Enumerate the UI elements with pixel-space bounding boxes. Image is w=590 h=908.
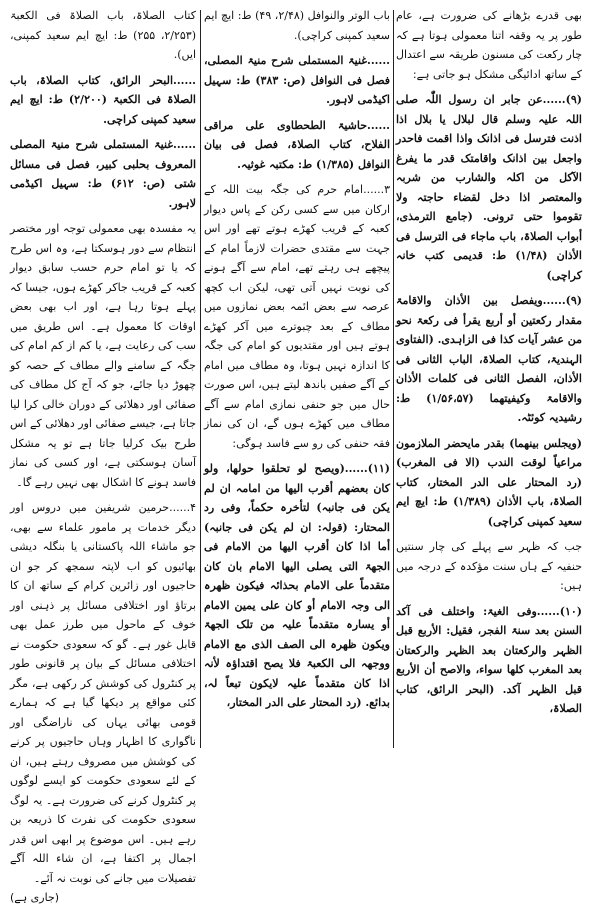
column-divider [393, 10, 394, 748]
hadith-citation: (۹)......عن جابر ان رسول اللّٰہ صلی اللہ علیہ وسلم قال لبلال یا بلال اذا اذنت فترسل فی اذانک واذا اقمت فاحدر واجعل بین اذانک واقامتک قدر ما یفرغ الآکل من اکلہ والشارب من شربہ والمعتصر اذا دخل لقضاء حاجتہ ولا تقوموا حتی ترونی. (جامع الترمذی، أبواب الصلاۃ، باب ماجاء فی الترسل فی الأذان (۱/۴۸) ط: قدیمی کتب خانہ کراچی) [396, 93, 582, 282]
fiqh-citation: ......البحر الرائق، کتاب الصلاۃ، باب الصلاۃ فی الکعبۃ (۲/۲۰۰) ط: ایچ ایم سعید کمپنی کراچی. [10, 73, 196, 126]
continued-note: (جاری ہے) [10, 891, 60, 904]
fiqh-citation: (۹)......ویفصل بین الأذان والاقامۃ مقدار رکعتین أو أربع یقرأ فی رکعۃ نحو من عشر آیات کذا فی الزاہدی. (الفتاوی الہندیۃ، کتاب الصلاۃ، الباب الثانی فی الأذان، الفصل الثانی فی کلمات الأذان والاقامۃ وکیفیتھما (۱/۵۶،۵۷) ط: رشیدیہ کوئٹہ. [396, 294, 582, 424]
paragraph: یہ مفسدہ بھی معمولی توجہ اور مختصر انتظام سے دور ہوسکتا ہے، وہ اس طرح کہ یا تو امام حرم حسب سابق دیوار کعبہ کے قریب جاکر کھڑے ہوں، جیسا کہ پہلے ہوتا رہا ہے، اور اب بھی بعض اوقات کا معمول ہے۔ اس طریق میں سب کی رعایت ہے، یا کم از کم امام کی جگہ کے سامنے والے مطاف کے حصہ کو چھوڑ دیا جائے، جو کہ آج کل مطاف کی صفائی اور دھلائی کے دوران خالی کرا لیا جاتا ہے، جیسے صفائی اور دھلائی کے اس طرح بیک کرلیا جاتا ہے تو یہ مشکل آسان ہوسکتی ہے، اور کسی کی نماز فاسد ہونے کا اشکال بھی نہیں رہے گا۔ [10, 222, 196, 489]
paragraph: ۴......حرمین شریفین میں دروس اور دیگر خدمات پر مامور علماء سے بھی، جو ماشاء اللہ پاکستانی یا بنگلہ دیشی بھائیوں کو اب لاپتہ سمجھ کر جو ان حاجیوں اور زائرین کرام کے ساتھ ان کا برتاؤ اور اختلافی مسائل پر ذہنی اور خوف کے ماحول میں طرز عمل بھی قابل غور ہے۔ گو کہ سعودی حکومت نے اختلافی مسائل کے بیان پر قانونی طور پر کنٹرول کی کوشش کر رکھی ہے، مگر کئی مواقع پر دیکھا گیا ہے کہ ہمارے قومی بھائی یہاں کی ناراضگی اور ناگواری کا اظہار وہاں حاجیوں پر کرنے کی کوشش میں مصروف رہتے ہیں، ان کے لئے سعودی حکومت کو ایسے لوگوں پر کنٹرول کرنے کی ضرورت ہے۔ یہ لوگ سعودی حکومت کی نفرت کا ذریعہ بن رہے ہیں۔ اس موضوع پر ابھی اس قدر اجمال پر اکتفا ہے، ان شاء اللہ آگے تفصیلات میں جانے کی نوبت نہ آئے۔ [10, 501, 196, 885]
column-right [396, 6, 582, 752]
fiqh-citation: ......غنیۃ المستملی شرح منیۃ المصلی، فصل فی النوافل (ص: ۳۸۳) ط: سہیل اکیڈمی لاہور. [204, 54, 390, 106]
paragraph: جب کہ ظہر سے پہلے کی چار سنتیں حنفیہ کے ہاں سنت مؤکدہ کے درجہ میں ہیں: [396, 540, 582, 592]
column-middle [204, 6, 390, 752]
fiqh-citation: (۱۰)......وفی الغیۃ: واختلف فی آکد السنن بعد سنۃ الفجر، فقیل: الأربع قبل الظہر والرکعتان بعد الظہر والرکعتان بعد المغرب کلھا سواء، والاصح أن الأربع قبل الظہر آکد. (البحر الرائق، کتاب الصلاۃ، [396, 604, 582, 715]
column-left [10, 6, 197, 904]
reference-line: باب الوتر والنوافل (۲/۴۸، ۴۹) ط: ایچ ایم سعید کمپنی کراچی). [204, 9, 390, 42]
paragraph: ۳......امام حرم کی جگہ بیت اللہ کے ارکان میں سے کسی رکن کے پاس دیوار کعبہ کے قریب کھڑے ہوتے تھے اور اس جہت سے مقتدی حضرات لازماً امام کے پیچھے ہی رہتے تھے، امام سے آگے ہونے کی نوبت نہیں آتی تھی، لیکن اب کچھ عرصہ سے بعض ائمہ بعض نمازوں میں مطاف کے بعد چبوترے میں آکر کھڑے ہوتے ہیں اور مقتدیوں کو امام کی جگہ کا اندازہ نہیں ہوتا، وہ مطاف میں امام کے آگے صفیں باندھ لیتے ہیں، اس صورت حال میں جو حنفی نمازی امام سے آگے مطاف میں کھڑے ہوں گے، ان کی نماز فقہ حنفی کی رو سے فاسد ہوگی: [204, 183, 390, 450]
column-divider [200, 10, 201, 748]
fiqh-citation: (۱۱)......(ویصح لو تحلقوا حولھا، ولو کان بعضھم أقرب الیھا من امامہ ان لم یکن فی جانبہ) لتأخرہ حکماً، وفی رد المحتار: (قولہ: ان لم یکن فی جانبہ) أما اذا کان أقرب الیھا من الامام فی الجھۃ التی یصلی الیھا الامام بان کان متقدماً علی الامام بحذائہ فیکون ظھرہ الی وجہ الامام أو کان علی یمین الامام أو یسارہ متقدماً علیہ من تلک الجھۃ ویکون ظھرہ الی الصف الذی مع الامام ووجھہ الی الکعبۃ فلا یصح اقتداؤہ لأنہ اذا کان متقدماً علیہ لایکون تبعاً لہ، بدائع. (رد المحتار علی الدر المختار، [204, 462, 390, 709]
document-page [8, 6, 582, 904]
fiqh-citation: ......حاشیۃ الطحطاوی علی مراقی الفلاح، کتاب الصلاۃ، فصل فی بیان النوافل (۱/۳۸۵) ط: مکتبہ غوثیہ. [204, 118, 390, 171]
fiqh-citation: (ویجلس بینھما) بقدر مایحضر الملازمون مراعیاً لوقت الندب (الا فی المغرب) (رد المحتار علی الدر المختار، کتاب الصلاۃ، باب الأذان (۱/۳۸۹) ط: ایچ ایم سعید کمپنی کراچی) [396, 436, 582, 528]
fiqh-citation: ......غنیۃ المستملی شرح منیۃ المصلی المعروف بحلبی کبیر، فصل فی مسائل شتی (ص: ۶۱۲) ط: سہیل اکیڈمی لاہور. [10, 138, 196, 210]
paragraph: بھی قدرے بڑھانے کی ضرورت ہے، عام طور پر یہ وقفہ اتنا معمولی ہوتا ہے کہ چار رکعت کی مسنون طریقہ سے اعتدال کے ساتھ ادائیگی مشکل ہو جاتی ہے: [396, 9, 582, 81]
reference-line: کتاب الصلاۃ، باب الصلاۃ فی الکعبۃ (۲/۲۵۳، ۲۵۵) ط: ایچ ایم سعید کمپنی، ایں). [10, 9, 197, 61]
